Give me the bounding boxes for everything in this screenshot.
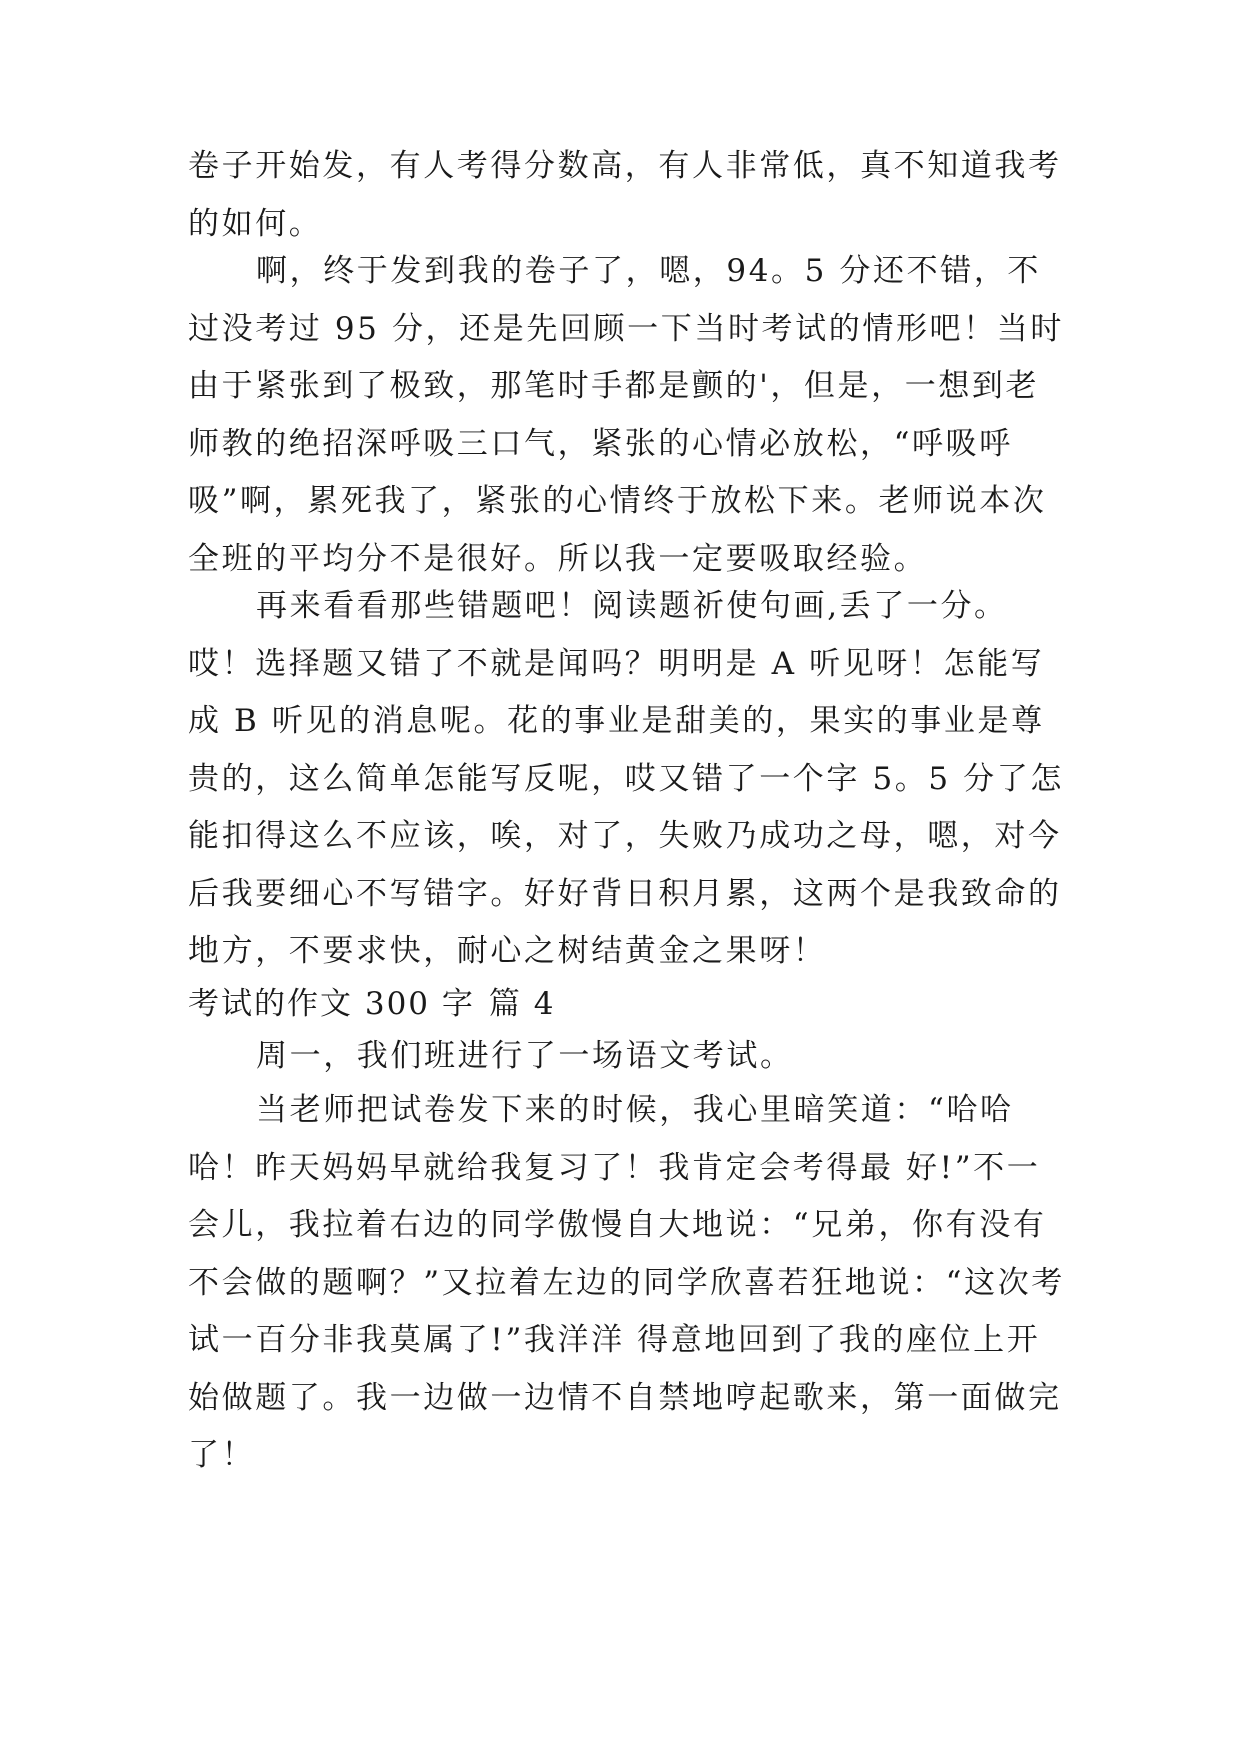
section-heading-part: 篇 4 xyxy=(488,986,556,1022)
paragraph-teacher-hands-out: 当老师把试卷发下来的时候，我心里暗笑道：“哈哈哈！昨天妈妈早就给我复习了！我肯定会考得最 好!”不一会儿，我拉着右边的同学傲慢自大地说：“兄弟，你有没有不会做的题啊？”又拉着左边的同学欣喜若狂地说：“这次考试一百分非我莫属了!”我洋洋 得意地回到了我的座位上开始做题了。我一边做一边情不自禁地哼起歌来，第一面做完了！ xyxy=(188,1092,1065,1473)
section-heading xyxy=(188,976,1068,1034)
paragraph-continued-opening: 卷子开始发，有人考得分数高，有人非常低，真不知道我考的如何。 xyxy=(188,148,1062,242)
paragraph-score-reflection: 啊，终于发到我的卷子了，嗯，94。5 分还不错，不过没考过 95 分，还是先回顾一下当时考试的情形吧！当时由于紧张到了极致，那笔时手都是颤的'，但是，一想到老师教的绝招深呼吸三口气，紧张的心情必放松，“呼吸呼吸”啊，累死我了，紧张的心情终于放松下来。老师说本次全班的平均分不是很好。所以我一定要吸取经验。 xyxy=(188,253,1064,577)
paragraph-mistakes-review: 再来看看那些错题吧！阅读题祈使句画,丢了一分。哎！选择题又错了不就是闻吗？明明是 A 听见呀！怎能写成 B 听见的消息呢。花的事业是甜美的，果实的事业是尊贵的，这么简单怎能写反呢，哎又错了一个字 5。5 分了怎能扣得这么不应该，唉，对了，失败乃成功之母，嗯，对今后我要细心不写错字。好好背日积月累，这两个是我致命的地方，不要求快，耐心之树结黄金之果呀！ xyxy=(188,588,1064,969)
paragraph-monday-exam: 周一，我们班进行了一场语文考试。 xyxy=(256,1038,794,1074)
section-heading-title: 考试的作文 300 字 xyxy=(188,986,475,1022)
